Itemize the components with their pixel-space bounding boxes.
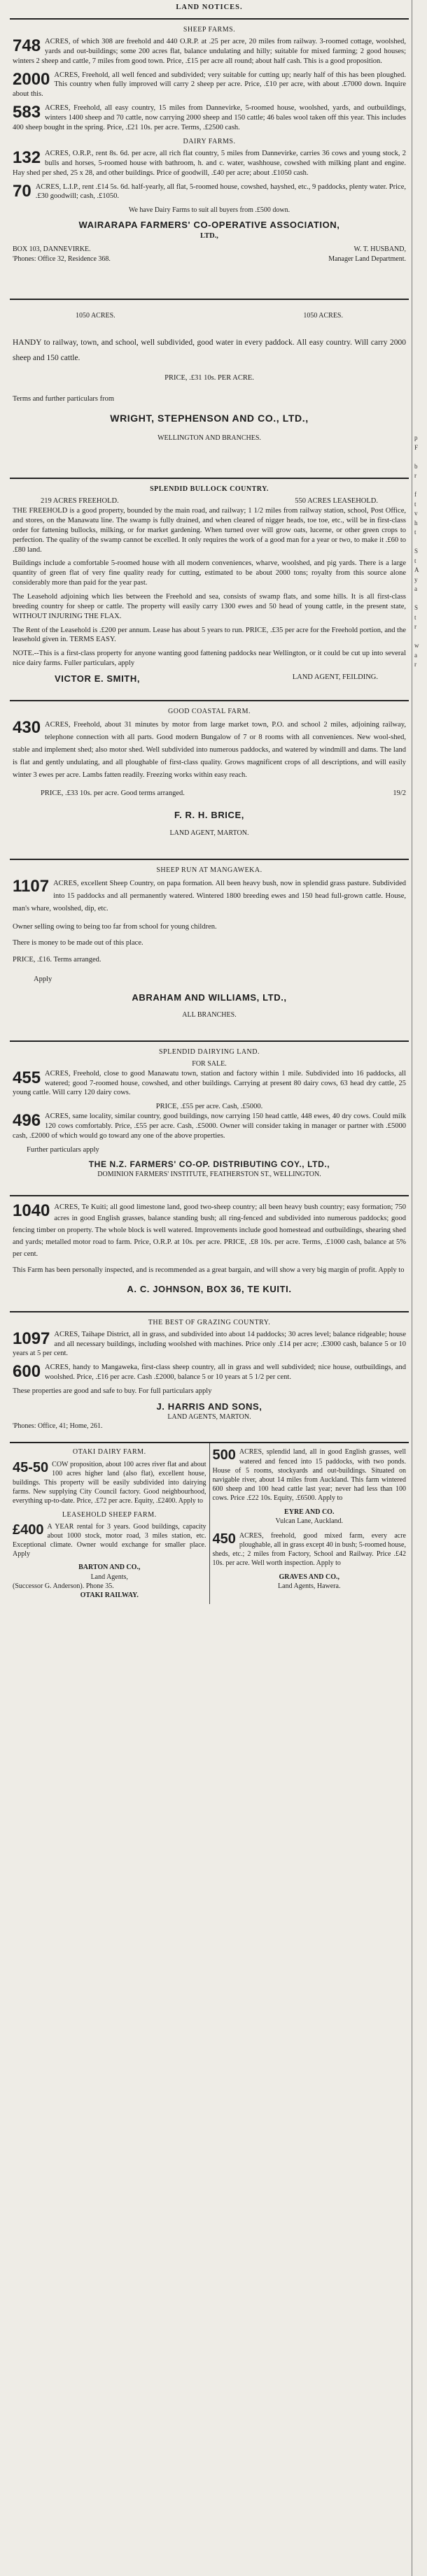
section-heading: DAIRY FARMS. (183, 137, 236, 145)
margin-fragments: p F b r f t v h t S t A y a S t r w a r (414, 434, 419, 668)
firm-name: WAIRARAPA FARMERS' CO-OPERATIVE ASSOCIATION, (78, 220, 340, 231)
ad-title: 1050 ACRES. (76, 311, 115, 320)
signature-block (13, 245, 406, 263)
firm-name: THE N.Z. FARMERS' CO-OP. DISTRIBUTING COY., LTD., (88, 1159, 330, 1169)
sub-heading: 219 ACRES FREEHOLD. (41, 497, 119, 506)
acreage-number: 2000 (13, 69, 50, 89)
firm-sub: Vulcan Lane, Auckland. (275, 1517, 344, 1525)
listing-text: A YEAR rental for 3 years. Good buildings, capacity about 1000 stock, motor road, 3 miles station, etc. Exceptional climate. Owner would exchange for smaller place. Apply (13, 1522, 206, 1559)
firm-sub: DOMINION FARMERS' INSTITUTE, FEATHERSTON ST., WELLINGTON. (97, 1171, 321, 1179)
section-heading: LEASEHOLD SHEEP FARM. (62, 1510, 157, 1519)
listing (13, 149, 406, 178)
acreage-number: 583 (13, 103, 41, 122)
paragraph: NOTE.--This is a first-class property for anyone wanting good fattening paddocks near Wellington, or it could be cut up into several nice dairy farms. Fuller particulars, apply (13, 650, 406, 668)
paragraph: THE FREEHOLD is a good property, bounded by the main road, and railway; 1 1/2 miles from railway station, school, Post Office, and stores, on the Manawatu line. The swamp is fully drained, and when cleared of nigger heads, toe toe, etc., will be in first-class order for fattening bullocks, milking, or for market gardening. When turned over will grow oats, lucerne, or other green crops to perfection. The quality of the swamp cannot be excelled. It only requires the work of a good man for a year or two, to make it .£60 to .£80 land. (13, 507, 406, 554)
listing (213, 1531, 407, 1568)
listing (13, 1112, 406, 1141)
ad-code: 19/2 (393, 789, 406, 797)
acreage-number: 45-50 (13, 1459, 49, 1475)
acreage-number: 450 (212, 1531, 236, 1547)
firm-sub: Land Agents, Hawera. (278, 1582, 341, 1590)
section-heading: THE BEST OF GRAZING COUNTRY. (148, 1318, 271, 1326)
price: PRICE, .£31 10s. PER ACRE. (164, 373, 254, 382)
acreage-number: 1040 (13, 1201, 50, 1220)
note: We have Dairy Farms to suit all buyers from .£500 down. (128, 206, 290, 215)
sig-line: BOX 103, DANNEVIRKE. (13, 245, 91, 254)
sub-heading: FOR SALE. (192, 1060, 227, 1068)
listing (13, 719, 406, 781)
apply-label: Further particulars apply (27, 1145, 99, 1154)
firm-name: BARTON AND CO., (78, 1564, 141, 1572)
paragraph: These properties are good and safe to buy. For full particulars apply (13, 1387, 212, 1395)
sub-heading-row (13, 496, 406, 506)
listing-text: ACRES, Freehold, all easy country, 15 miles from Dannevirke, 5-roomed house, woolshed, yards, and outbuildings, winters 1400 sheep and 70 cattle, now carrying 2000 sheep and 150 cattle; 46 bales wool taken off this year. This includes 400 sheep bought in the spring. Price, .£21 10s. per acre. Terms, .£2500 cash. (13, 104, 406, 131)
firm-name: J. HARRIS AND SONS, (156, 1401, 262, 1412)
listing (13, 1069, 406, 1099)
section-heading: GOOD COASTAL FARM. (168, 708, 251, 716)
acres-1050-ad (10, 299, 409, 450)
section-heading: SHEEP RUN AT MANGAWEKA. (156, 866, 262, 874)
listing (13, 1330, 406, 1359)
firm-town: OTAKI RAILWAY. (80, 1591, 139, 1599)
acreage-number: 455 (13, 1068, 41, 1087)
listing (213, 1447, 407, 1503)
firm-sub: ALL BRANCHES. (182, 1011, 237, 1019)
rental-amount: £400 (13, 1522, 44, 1538)
paragraph: The Rent of the Leasehold is .£200 per annum. Lease has about 5 years to run. PRICE, .£35 per acre for the Freehold portion, and the leasehold given in. TERMS EASY. (13, 626, 406, 644)
sheep-farms-ad (10, 18, 409, 271)
listing-text: ACRES, Freehold, all well fenced and subdivided; very suitable for cutting up; nearly half of this has been ploughed. This country when fully improved will carry 2 sheep per acre. Price, .£10 per acre, with about .£7000 down. Inquire about this. (13, 71, 406, 99)
best-grazing-ad (10, 1311, 409, 1438)
listing (13, 37, 406, 66)
agent-role: LAND AGENT, FEILDING. (292, 673, 378, 682)
mangaweka-ad (10, 859, 409, 1027)
firm-name: GRAVES AND CO., (279, 1573, 340, 1581)
agent-role: LAND AGENT, MARTON. (169, 829, 249, 837)
ad-title: 1050 ACRES. (303, 311, 343, 320)
firm-sub: WELLINGTON AND BRANCHES. (158, 434, 261, 442)
acreage-number: 496 (13, 1111, 41, 1131)
listing-text: COW proposition, about 100 acres river flat and about 100 acres higher land (also flat), excellent house, buildings. This property will be easily subdivided into dairying farms. New supplying City Council factory. Good neighbourhood, everything up-to-date. Price, .£72 per acre. Equity, .£2400. Apply to (13, 1460, 206, 1505)
listing-text: ACRES, O.R.P., rent 8s. 6d. per acre, all rich flat country, 5 miles from Dannevirke, carries 36 cows and young stock, 2 bulls and horses, 5-roomed house with bathroom, h. and c. water, washhouse, cowshed with milking plant and engine. Hay shed per shed, 25 x 28, and other buildings. Price of goodwill, .£40 per acre; about .£1050 cash. (13, 149, 406, 177)
acreage-number: 748 (13, 36, 41, 56)
right-column (210, 1443, 410, 1604)
sig-line: W. T. HUSBAND, (354, 245, 406, 254)
left-column (10, 1443, 210, 1604)
page-header: LAND NOTICES. (176, 3, 243, 11)
section-heading: OTAKI DAIRY FARM. (72, 1448, 146, 1457)
listing-text: ACRES, Te Kuiti; all good limestone land, good two-sheep country; all been heavy bush country; easy formation; 750 acres in good English grasses, balance standing bush; all ring-fenced and subdivided into numerous paddocks; good fencing timber on property. The whole block is well watered. Improvements include good homestead and outbuildings, shearing shed and yards; metalled motor road to farm. Price, O.R.P. at 10s. per acre. PRICE, .£8 10s. per acre. Terms, .£1000 cash, balance at 5% per cent. (13, 1203, 406, 1258)
section-heading: SHEEP FARMS. (183, 25, 236, 34)
coastal-farm-ad (10, 700, 409, 845)
listing (13, 1202, 406, 1261)
price: PRICE, .£55 per acre. Cash, .£5000. (155, 1103, 263, 1111)
listing-text: ACRES, Freehold, about 31 minutes by motor from large market town, P.O. and school 2 miles, adjoining railway, telephone connection with all parts. Good modern Bungalow of 7 or 8 rooms with all conveniences. New wool-shed, stable and implement shed; also motor shed. Well subdivided into numerous paddocks, and watered by windmill and dams. The land is flat and gently undulating, and all ploughable of first-class quality. Grows magnificent crops of all descriptions, and will easily winter 3 ewes per acre. Lambs fatten readily. Freezing works within easy reach. (13, 721, 406, 779)
paragraph: There is money to be made out of this place. (13, 939, 144, 947)
dairying-land-ad (10, 1040, 409, 1186)
acreage-number: 70 (13, 181, 31, 201)
firm-name: ABRAHAM AND WILLIAMS, LTD., (132, 992, 287, 1003)
price: PRICE, .£16. Terms arranged. (13, 956, 102, 964)
firm-name: EYRE AND CO. (284, 1508, 335, 1516)
agent-name: F. R. H. BRICE, (174, 810, 244, 821)
acreage-number: 500 (212, 1447, 236, 1464)
paragraph: The Leasehold adjoining which lies between the Freehold and sea, consists of swamp flats, and some hills. It is all first-class breeding country for sheep or cattle. The property will easily carry 1300 ewes and 50 head of young cattle, in the present state, WITHOUT INJURING THE FLAX. (13, 593, 406, 620)
section-heading: SPLENDID BULLOCK COUNTRY. (150, 485, 269, 494)
acreage-number: 430 (13, 718, 41, 738)
price-row (13, 789, 406, 799)
listing-text: ACRES, splendid land, all in good English grasses, well watered and fenced into 15 paddocks, with two ponds. House of 5 rooms, stockyards and out-buildings. Situated on navigable river, about 14 miles from Auckland. This farm wintered 600 sheep and 100 head cattle last year; never had less than 100 cows. Price .£22 10s. Equity, .£6500. Apply to (212, 1448, 406, 1503)
listing-text: ACRES, Freehold, close to good Manawatu town, station and factory within 1 mile. Subdivided into 16 paddocks, all watered; good 7-roomed house, cowshed, and other buildings. Carrying at present 80 dairy cows, 63 head dry cattle, 25 young cattle. Will carry 120 dairy cows. (13, 1069, 406, 1097)
firm-sub: LAND AGENTS, MARTON. (167, 1413, 251, 1421)
listing (13, 1363, 406, 1382)
listing-text: ACRES, handy to Mangaweka, first-class sheep country, all in grass and well subdivided; nice house, outbuildings, and woolshed. Price, .£16 per acre. Cash .£2000, balance 5 or 10 years at 5 1/2 per cent. (45, 1364, 406, 1382)
firm-name: WRIGHT, STEPHENSON AND CO., LTD., (110, 413, 309, 424)
listing-text: ACRES, Taihape District, all in grass, and subdivided into about 14 paddocks; 30 acres level; balance ridgeable; house and all necessary buildings, including woolshed with machines. Price only .£14 per acre; .£3000 cash, balance 5 or 10 years at 5 per cent. (13, 1330, 406, 1358)
listing-text: ACRES, excellent Sheep Country, on papa formation. All been heavy bush, now in splendid grass pasture. Subdivided into 15 paddocks and all permanently watered. Wintered 1800 breeding ewes and 150 head full-grown cattle. House, man's whare, woolshed, dip, etc. (13, 879, 406, 913)
ad-title-row (13, 311, 406, 320)
paragraph: Owner selling owing to being too far from school for young children. (13, 922, 217, 931)
listing (13, 878, 406, 915)
agent-row (13, 673, 406, 685)
bullock-country-ad (10, 478, 409, 692)
phones: 'Phones: Office, 41; Home, 261. (13, 1422, 103, 1431)
acreage-number: 1107 (13, 876, 50, 896)
listing (13, 103, 406, 133)
listing (13, 71, 406, 100)
sig-line: Manager Land Department. (328, 255, 406, 263)
sub-heading: 550 ACRES LEASEHOLD. (295, 497, 378, 506)
apply-label: Apply (34, 975, 52, 984)
agent-name: VICTOR E. SMITH, (55, 673, 141, 685)
listing (13, 1460, 206, 1506)
listing-text: ACRES, of which 308 are freehold and 440 O.R.P. at .25 per acre, 20 miles from railway. 3-roomed cottage, woolshed, yards and out-buildings; some 200 acres flat, balance undulating and hilly; suitable for mixed farming; 2 good houses; winters 2 sheep and cattle, 7 miles from good town. Price, .£15 per acre all round; about half cash. This is a good proposition. (13, 38, 406, 65)
listing (13, 1522, 206, 1559)
listing (13, 183, 406, 202)
acreage-number: 132 (13, 148, 41, 167)
paragraph: This Farm has been personally inspected, and is recommended as a great bargain, and will show a very big margin of profit. Apply to (13, 1266, 405, 1274)
firm-sub: Land Agents, (90, 1573, 128, 1581)
listing-text: ACRES, freehold, good mixed farm, every acre ploughable, all in grass except 40 in bush; 5-roomed house, sheds, etc.; 2 miles from Factory, School and Railway. Price .£42 10s. per acre. Well worth inspection. Apply to (212, 1531, 406, 1568)
listing-text: HANDY to railway, town, and school, well subdivided, good water in every paddock. All easy country. Will carry 2000 sheep and 150 cattle. (13, 338, 406, 362)
acreage-number: 1097 (13, 1329, 50, 1348)
acreage-number: 600 (13, 1362, 41, 1382)
land-notices-column (10, 3, 409, 1604)
terms: Terms and further particulars from (13, 394, 115, 403)
bottom-split (10, 1442, 409, 1604)
firm-sub: (Successor G. Anderson). Phone 35. (13, 1582, 114, 1590)
firm-suffix: LTD., (200, 231, 218, 240)
listing-text: ACRES, L.I.P., rent .£14 5s. 6d. half-yearly, all flat, 5-roomed house, cowshed, hayshed, etc., 9 paddocks, plenty water. Price, .£30 goodwill; cash, .£1050. (35, 183, 406, 201)
price: PRICE, .£33 10s. per acre. Good terms arranged. (41, 789, 185, 797)
sig-line: 'Phones: Office 32, Residence 368. (13, 255, 111, 263)
listing-text: ACRES, same locality, similar country, good buildings, now carrying 150 head cattle, 448 ewes, 40 dry cows. Could milk 120 cows comfortably. Price, .£55 per acre. Cash, .£5000. Owner will consider taking in manager or partner with .£5000 cash, .£2000 of which would go toward any one of the above properties. (13, 1112, 406, 1140)
agent-name: A. C. JOHNSON, BOX 36, TE KUITI. (127, 1284, 292, 1295)
te-kuiti-ad (10, 1195, 409, 1303)
paragraph: Buildings include a comfortable 5-roomed house with all modern conveniences, wharve, woolshed, and pig yards. There is a large quantity of green flat of very fine quality ready for cutting, estimated to be about 2000 tons; royalty from this source alone considerably more than paid for the year past. (13, 559, 406, 587)
section-heading: SPLENDID DAIRYING LAND. (159, 1048, 260, 1057)
